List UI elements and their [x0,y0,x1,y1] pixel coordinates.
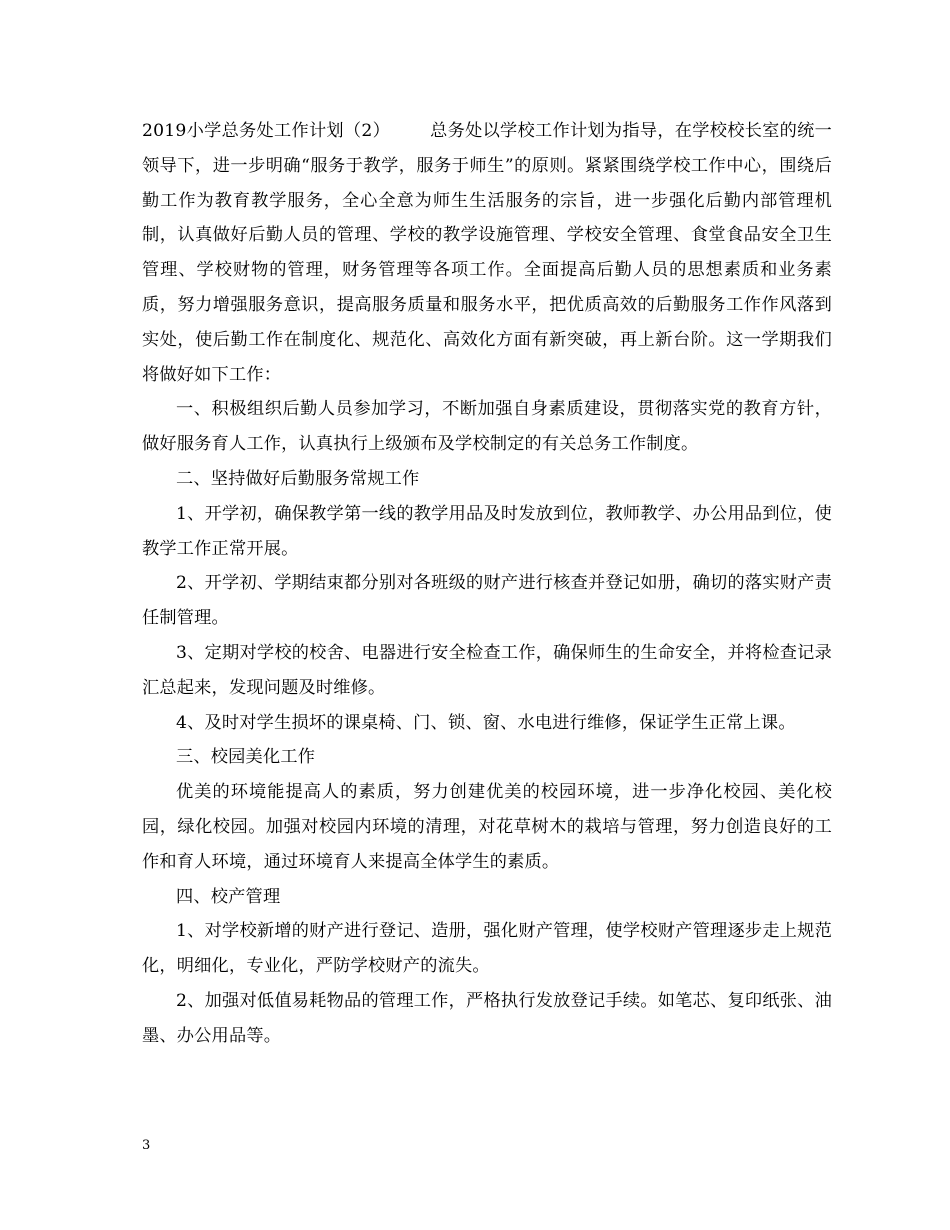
section-heading-4: 四、校产管理 [176,886,281,907]
paragraph-8: 优美的环境能提高人的素质，努力创建优美的校园环境，进一步净化校园、美化校园，绿化校园。加强对校园内环境的清理，对花草树木的栽培与管理，努力创造良好的工作和育人环境，通过环境育人来提高全体学生的素质。 [142,782,832,872]
page-number: 3 [142,1138,151,1153]
paragraph-1: 一、积极组织后勤人员参加学习，不断加强自身素质建设，贯彻落实党的教育方针，做好服务育人工作，认真执行上级颁布及学校制定的有关总务工作制度。 [142,399,832,455]
paragraph-4: 2、开学初、学期结束都分别对各班级的财产进行核查并登记如册，确切的落实财产责任制管理。 [142,573,832,629]
paragraph-5: 3、定期对学校的校舍、电器进行安全检查工作，确保师生的生命安全，并将检查记录汇总起来，发现问题及时维修。 [142,642,832,698]
paragraph-11: 2、加强对低值易耗物品的管理工作，严格执行发放登记手续。如笔芯、复印纸张、油墨、办公用品等。 [142,990,832,1046]
intro-paragraph [142,114,832,392]
paragraph-10: 1、对学校新增的财产进行登记、造册，强化财产管理，使学校财产管理逐步走上规范化，明细化，专业化，严防学校财产的流失。 [142,921,832,977]
intro-text: 总务处以学校工作计划为指导，在学校校长室的统一领导下，进一步明确“服务于教学，服务于师生”的原则。紧紧围绕学校工作中心，围绕后勤工作为教育教学服务，全心全意为师生生活服务的宗旨，进一步强化后勤内部管理机制，认真做好后勤人员的管理、学校的教学设施管理、学校安全管理、食堂食品安全卫生管理、学校财物的管理，财务管理等各项工作。全面提高后勤人员的思想素质和业务素质，努力增强服务意识，提高服务质量和服务水平，把优质高效的后勤服务工作作风落到实处，使后勤工作在制度化、规范化、高效化方面有新突破，再上新台阶。这一学期我们将做好如下工作： [142,121,832,385]
section-heading-2: 二、坚持做好后勤服务常规工作 [176,468,420,489]
section-heading-3: 三、校园美化工作 [176,747,316,768]
paragraph-3: 1、开学初，确保教学第一线的教学用品及时发放到位，教师教学、办公用品到位，使教学工作正常开展。 [142,503,832,559]
document-body [142,114,832,1054]
paragraph-6: 4、及时对学生损坏的课桌椅、门、锁、窗、水电进行维修，保证学生正常上课。 [176,712,796,733]
document-title: 2019小学总务处工作计划（2） [142,121,391,141]
